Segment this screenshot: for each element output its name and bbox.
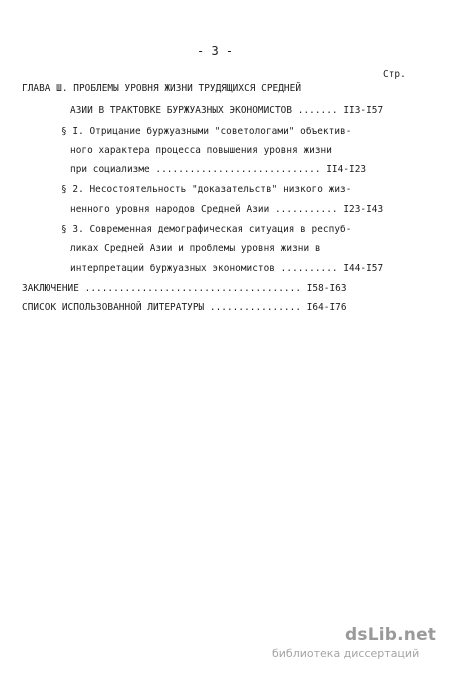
toc-line-section-1-cont: ного характера процесса повышения уровня жизни [70, 145, 332, 156]
toc-line-conclusion: ЗАКЛЮЧЕНИЕ ...................................... I58-I63 [22, 283, 347, 294]
toc-line-section-2-pages: ненного уровня народов Средней Азии ........... I23-I43 [70, 204, 384, 215]
toc-line-section-3: § 3. Современная демографическая ситуация в респуб- [61, 224, 352, 235]
toc-line-section-2: § 2. Несостоятельность "доказательств" низкого жиз- [61, 184, 352, 195]
toc-line-bibliography: СПИСОК ИСПОЛЬЗОВАННОЙ ЛИТЕРАТУРЫ ................ I64-I76 [22, 302, 347, 313]
toc-line-section-3-pages: интерпретации буржуазных экономистов .......... I44-I57 [70, 263, 384, 274]
toc-line-section-3-cont: ликах Средней Азии и проблемы уровня жизни в [70, 243, 321, 254]
page-column-header: Стр. [383, 69, 406, 80]
page-number: - 3 - [197, 44, 234, 58]
toc-line-chapter-3-pages: АЗИИ В ТРАКТОВКЕ БУРЖУАЗНЫХ ЭКОНОМИСТОВ ....... II3-I57 [70, 105, 384, 116]
watermark-subtitle: библиотека диссертаций [272, 647, 420, 660]
toc-line-section-1-pages: при социализме ............................. II4-I23 [70, 164, 367, 175]
toc-line-chapter-3-title: ГЛАВА Ш. ПРОБЛЕМЫ УРОВНЯ ЖИЗНИ ТРУДЯЩИХСЯ СРЕДНЕЙ [22, 83, 302, 94]
watermark [272, 625, 445, 660]
toc-line-section-1: § I. Отрицание буржуазными "советологами" объектив- [61, 126, 352, 137]
watermark-logo: dsLib.net [345, 625, 437, 645]
